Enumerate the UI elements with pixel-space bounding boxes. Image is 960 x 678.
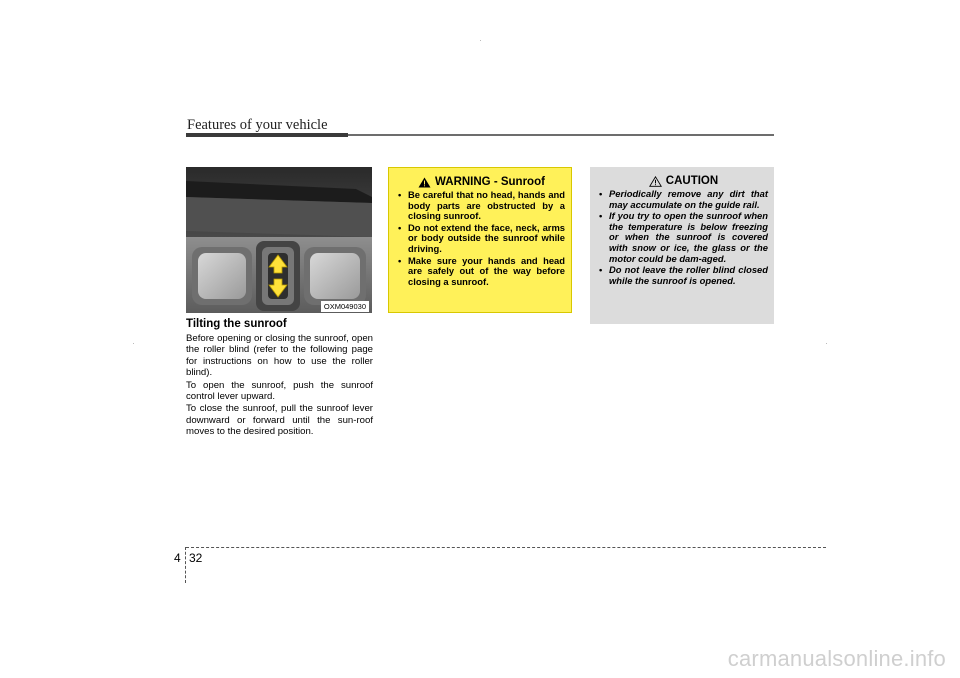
footer-rule [186, 547, 826, 548]
section-title: Tilting the sunroof [186, 318, 287, 330]
caution-list [599, 189, 768, 286]
crop-mark [826, 343, 827, 344]
warning-subject: Sunroof [500, 176, 545, 188]
sunroof-control-photo [186, 167, 372, 313]
crop-mark [133, 343, 134, 344]
list-item: • Make sure your hands and head are safely out of the way before closing a sunroof. [398, 256, 565, 288]
warning-title [435, 176, 545, 188]
crop-mark [480, 40, 481, 41]
list-item: • If you try to open the sunroof when the temperature is below freezing or when the sunroof is covered with snow or ice, the glass or the motor could be dam-aged. [599, 211, 768, 264]
warning-triangle-icon [418, 177, 431, 188]
figure-caption: OXM049030 [321, 301, 369, 312]
footer-vertical-rule [185, 547, 186, 583]
list-item: • Periodically remove any dirt that may accumulate on the guide rail. [599, 189, 768, 210]
paragraph: Before opening or closing the sunroof, open the roller blind (refer to the following page for instructions on how to use the roller blind). [186, 333, 373, 379]
header-bar [186, 133, 348, 137]
warning-list [398, 190, 565, 287]
caution-triangle-icon [649, 176, 662, 187]
caution-heading [599, 175, 768, 187]
warning-heading [398, 176, 565, 188]
sunroof-console-illustration [186, 167, 372, 313]
header-rule [348, 134, 774, 136]
page-number: 32 [189, 551, 203, 565]
list-item: • Be careful that no head, hands and body parts are obstructed by a closing sunroof. [398, 190, 565, 222]
caution-title: CAUTION [665, 175, 719, 187]
list-item: • Do not leave the roller blind closed while the sunroof is opened. [599, 265, 768, 286]
paragraph: To close the sunroof, pull the sunroof lever downward or forward until the sun-roof moves to the desired position. [186, 403, 373, 438]
section-body [186, 333, 373, 439]
warning-label: WARNING - [435, 176, 501, 188]
chapter-number: 4 [174, 551, 181, 565]
paragraph: To open the sunroof, push the sunroof control lever upward. [186, 379, 373, 403]
caution-box [590, 167, 774, 324]
list-item: • Do not extend the face, neck, arms or body outside the sunroof while driving. [398, 223, 565, 255]
warning-box [388, 167, 572, 313]
header-title: Features of your vehicle [187, 117, 328, 133]
watermark[interactable]: carmanualsonline.info [727, 646, 946, 671]
